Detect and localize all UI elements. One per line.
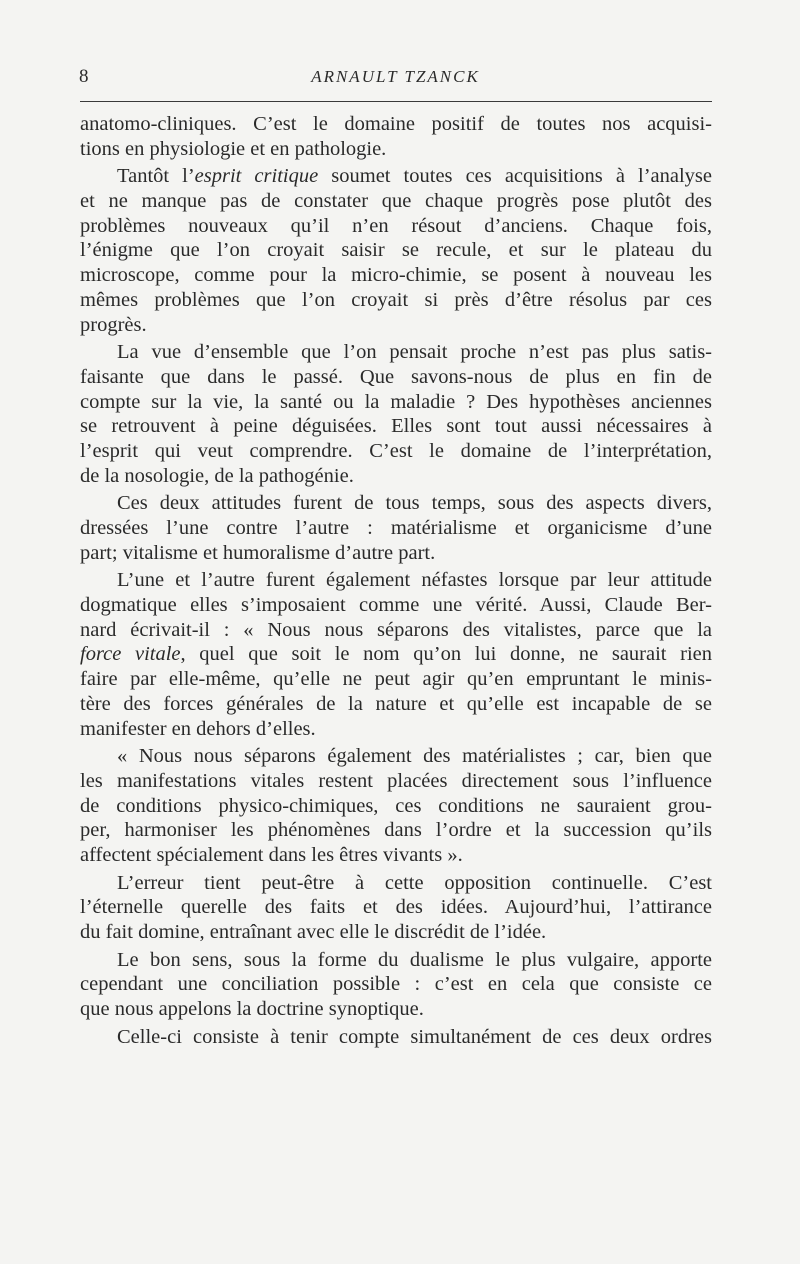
text-line: du fait domine, entraînant avec elle le discrédit de l’idée. xyxy=(80,921,547,943)
text-line: compte sur la vie, la santé ou la maladie ? Des hypothèses anciennes xyxy=(80,390,712,413)
text-line: de conditions physico-chimiques, ces conditions ne sauraient grou- xyxy=(80,794,712,817)
emphasis-text: esprit critique xyxy=(194,165,319,188)
text-line: L’erreur tient peut-être à cette opposition continuelle. C’est xyxy=(117,871,712,894)
emphasis-text: force vitale xyxy=(80,643,181,666)
text-line: Celle-ci consiste à tenir compte simultanément de ces deux ordres xyxy=(117,1025,712,1048)
header-rule xyxy=(80,101,712,102)
text-line: cependant une conciliation possible : c’est en cela que consiste ce xyxy=(80,973,712,996)
text-line: tère des forces générales de la nature et qu’elle est incapable de se xyxy=(80,692,712,715)
text-line: microscope, comme pour la micro-chimie, se posent à nouveau les xyxy=(80,264,712,287)
text-line: se retrouvent à peine déguisées. Elles sont tout aussi nécessaires à xyxy=(80,415,712,438)
text-line: problèmes nouveaux qu’il n’en résout d’anciens. Chaque fois, xyxy=(80,214,712,237)
running-title: ARNAULT TZANCK xyxy=(311,67,480,86)
paragraph xyxy=(80,1025,712,1050)
text-line: dressées l’une contre l’autre : matérialisme et organicisme d’une xyxy=(80,517,712,539)
paragraph xyxy=(80,948,712,1022)
text-line: de la nosologie, de la pathogénie. xyxy=(80,464,354,487)
paragraph xyxy=(80,112,712,161)
text-line: affectent spécialement dans les êtres vivants ». xyxy=(80,843,463,866)
text-line: que nous appelons la doctrine synoptique. xyxy=(80,998,424,1021)
page-number: 8 xyxy=(79,66,89,87)
text-line: per, harmoniser les phénomènes dans l’ordre et la succession qu’ils xyxy=(80,819,712,842)
text-line: manifester en dehors d’elles. xyxy=(80,717,316,740)
text-line: progrès. xyxy=(80,313,147,336)
paragraph xyxy=(80,491,712,565)
paragraph xyxy=(80,744,712,867)
paragraph xyxy=(80,871,712,945)
text-line: l’esprit qui veut comprendre. C’est le domaine de l’interprétation, xyxy=(80,439,712,462)
text-line: Le bon sens, sous la forme du dualisme le plus vulgaire, apporte xyxy=(117,948,712,971)
text-line: mêmes problèmes que l’on croyait si près d’être résolus par ces xyxy=(80,288,712,311)
text-line: nard écrivait-il : « Nous nous séparons des vitalistes, parce que la xyxy=(80,618,712,641)
paragraph xyxy=(80,340,712,488)
text-line: anatomo-cliniques. C’est le domaine positif de toutes nos acquisi- xyxy=(80,113,712,135)
text-line: les manifestations vitales restent placées directement sous l’influence xyxy=(80,769,712,792)
text-line: dogmatique elles s’imposaient comme une vérité. Aussi, Claude Ber- xyxy=(80,594,712,617)
text-line: Ces deux attitudes furent de tous temps, sous des aspects divers, xyxy=(117,492,712,515)
text-line: « Nous nous séparons également des matérialistes ; car, bien que xyxy=(117,745,712,768)
text-line: l’éternelle querelle des faits et des idées. Aujourd’hui, l’attirance xyxy=(80,896,712,919)
body-text xyxy=(80,112,712,1049)
text-line: Tantôt l’esprit critique soumet toutes ces acquisitions à l’analyse xyxy=(117,165,712,188)
text-line: part; vitalisme et humoralisme d’autre part. xyxy=(80,541,436,564)
text-line: faisante que dans le passé. Que savons-nous de plus en fin de xyxy=(80,365,712,388)
text-line: force vitale, quel que soit le nom qu’on lui donne, ne saurait rien xyxy=(80,643,712,666)
text-line: La vue d’ensemble que l’on pensait proche n’est pas plus satis- xyxy=(117,341,712,364)
text-line: L’une et l’autre furent également néfastes lorsque par leur attitude xyxy=(117,569,712,592)
text-line: tions en physiologie et en pathologie. xyxy=(80,137,387,160)
text-line: et ne manque pas de constater que chaque progrès pose plutôt des xyxy=(80,190,712,213)
page-header xyxy=(79,66,712,96)
text-line: faire par elle-même, qu’elle ne peut agir qu’en empruntant le minis- xyxy=(80,668,712,691)
paragraph xyxy=(80,568,712,741)
paragraph xyxy=(80,164,712,337)
text-line: l’énigme que l’on croyait saisir se recule, et sur le plateau du xyxy=(80,239,712,262)
